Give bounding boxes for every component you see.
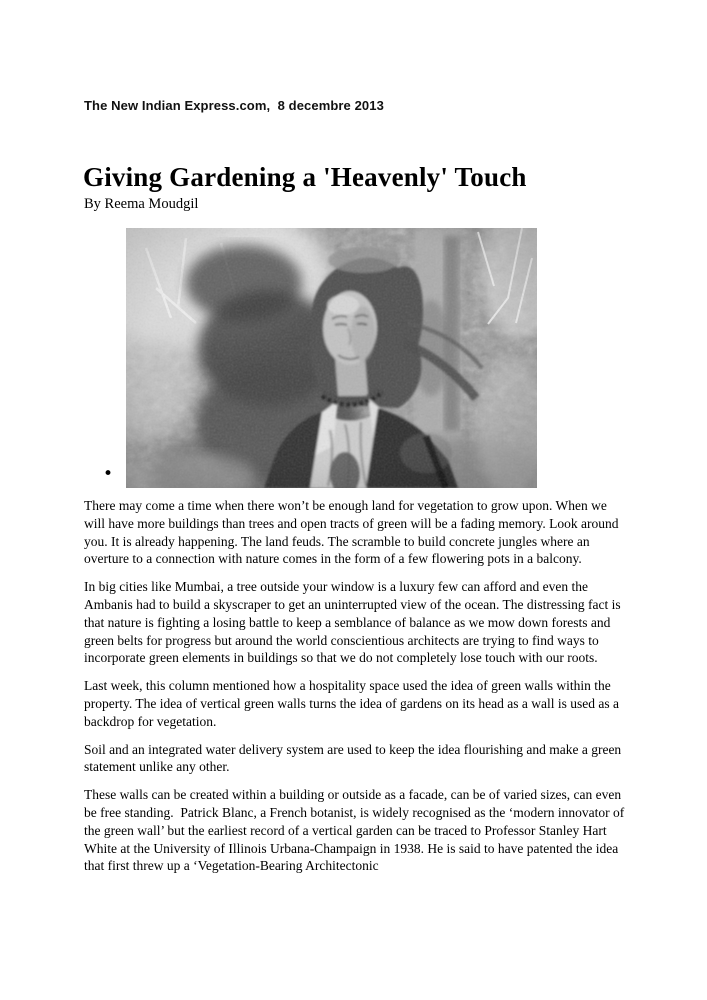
paragraph-5: These walls can be created within a building or outside as a facade, can be of varied sizes, can even be free standing. Patrick Blanc, a French botanist, is widely recognised as the ‘modern innovator of the green wall’ but the earliest record of a vertical garden can be traced to Professor Stanley Hart White at the University of Illinois Urbana-Champaign in 1938. He is said to have patented the idea that first threw up a ‘Vegetation-Bearing Architectonic [84, 787, 628, 874]
paragraph-1: There may come a time when there won’t be enough land for vegetation to grow upon. When we will have more buildings than trees and open tracts of green will be a fading memory. Look around you. It is already happening. The land feuds. The scramble to build concrete jungles where an overture to a connection with nature comes in the form of a few flowering pots in a balcony. [84, 498, 622, 567]
article-photo [126, 228, 537, 488]
photo-list-bullet: • [103, 464, 114, 484]
paragraph-3: Last week, this column mentioned how a hospitality space used the idea of green walls within the property. The idea of vertical green walls turns the idea of gardens on its head as a wall is used as a backdrop for vegetation. [84, 678, 623, 729]
source-line: The New Indian Express.com, 8 decembre 2013 [84, 98, 384, 113]
article-body [84, 497, 628, 885]
paragraph-4: Soil and an integrated water delivery system are used to keep the idea flourishing and make a green statement unlike any other. [84, 741, 625, 775]
article-title: Giving Gardening a 'Heavenly' Touch [83, 162, 527, 193]
photo-illustration [126, 228, 537, 488]
paragraph-2: In big cities like Mumbai, a tree outside your window is a luxury few can afford and even the Ambanis had to build a skyscraper to get an uninterrupted view of the ocean. The distressing fact is that nature is fighting a losing battle to keep a semblance of balance as we mow down forests and green belts for progress but around the world conscientious architects are trying to find ways to incorporate green elements in buildings so that we do not completely lose touch with our roots. [84, 579, 624, 666]
byline: By Reema Moudgil [84, 196, 199, 212]
